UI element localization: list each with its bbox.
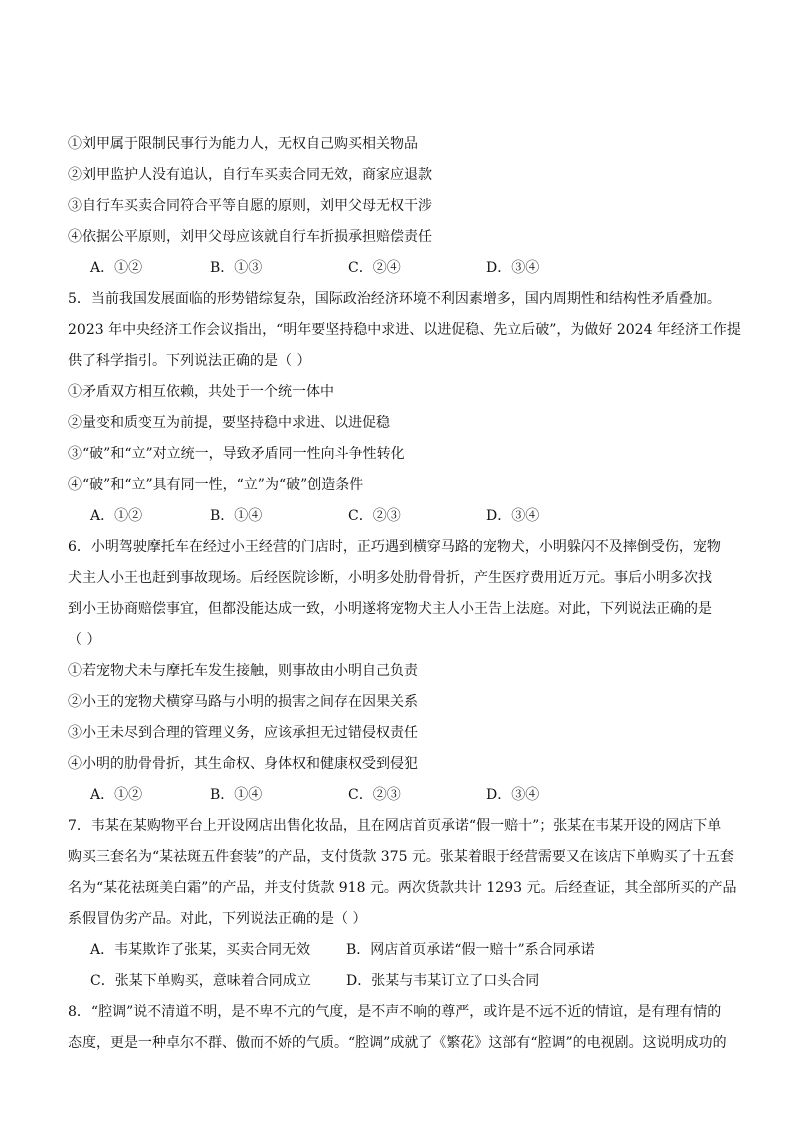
q6-option-c[interactable]: C．②③: [348, 787, 401, 803]
q7-stem-line-1: 7．韦某在某购物平台上开设网店出售化妆品，且在网店首页承诺“假一赔十”；张某在韦某开设的网店下单: [68, 818, 722, 834]
q7-option-d[interactable]: D．张某与韦某订立了口头合同: [346, 973, 540, 989]
q4-option-c[interactable]: C．②④: [348, 260, 401, 276]
q7-stem-line-2: 购买三套名为“某祛斑五件套装”的产品，支付货款 375 元。张某着眼于经营需要又在该店下单购买了十五套: [68, 849, 734, 865]
q6-stem-line-1: 6．小明驾驶摩托车在经过小王经营的门店时，正巧遇到横穿马路的宠物犬，小明躲闪不及摔倒受伤，宠物: [68, 539, 721, 555]
q4-option-a[interactable]: A．①②: [90, 260, 143, 276]
q4-option-d[interactable]: D．③④: [486, 260, 540, 276]
q5-item-1: ①矛盾双方相互依赖，共处于一个统一体中: [68, 384, 334, 400]
q6-item-4: ④小明的肋骨骨折，其生命权、身体权和健康权受到侵犯: [68, 756, 418, 772]
q5-stem-line-1: 5．当前我国发展面临的形势错综复杂，国际政治经济环境不利因素增多，国内周期性和结构性矛盾叠加。: [68, 291, 721, 307]
q4-item-2: ②刘甲监护人没有追认，自行车买卖合同无效，商家应退款: [68, 167, 432, 183]
q4-item-3: ③自行车买卖合同符合平等自愿的原则，刘甲父母无权干涉: [68, 198, 432, 214]
q6-option-a[interactable]: A．①②: [90, 787, 143, 803]
q4-item-1: ①刘甲属于限制民事行为能力人，无权自己购买相关物品: [68, 136, 418, 152]
q5-item-4: ④“破”和“立”具有同一性，“立”为“破”创造条件: [68, 477, 364, 493]
q6-option-d[interactable]: D．③④: [486, 787, 540, 803]
q5-item-2: ②量变和质变互为前提，要坚持稳中求进、以进促稳: [68, 415, 390, 431]
q6-item-2: ②小王的宠物犬横穿马路与小明的损害之间存在因果关系: [68, 694, 418, 710]
q4-option-b[interactable]: B．①③: [210, 260, 263, 276]
q7-option-a[interactable]: A．韦某欺诈了张某，买卖合同无效: [90, 942, 311, 958]
q4-item-4: ④依据公平原则，刘甲父母应该就自行车折损承担赔偿责任: [68, 229, 432, 245]
q7-stem-line-3: 名为“某花祛斑美白霜”的产品，并支付货款 918 元。两次货款共计 1293 元。后经查证，其全部所买的产品: [68, 880, 737, 896]
q7-option-c[interactable]: C．张某下单购买，意味着合同成立: [90, 973, 311, 989]
q6-stem-line-4: （ ）: [68, 632, 101, 648]
q8-stem-line-2: 态度，更是一种卓尔不群、傲而不娇的气质。“腔调”成就了《繁花》这部有“腔调”的电视剧。这说明成功的: [68, 1035, 727, 1051]
q5-option-b[interactable]: B．①④: [210, 508, 263, 524]
q5-stem-line-2: 2023 年中央经济工作会议指出，“明年要坚持稳中求进、以进促稳、先立后破”，为做好 2024 年经济工作提: [68, 322, 741, 338]
q7-stem-line-4: 系假冒伪劣产品。对此，下列说法正确的是（ ）: [68, 911, 367, 927]
q6-option-b[interactable]: B．①④: [210, 787, 263, 803]
q6-item-3: ③小王未尽到合理的管理义务，应该承担无过错侵权责任: [68, 725, 418, 741]
q6-item-1: ①若宠物犬未与摩托车发生接触，则事故由小明自己负责: [68, 663, 418, 679]
q5-option-c[interactable]: C．②③: [348, 508, 401, 524]
q8-stem-line-1: 8．“腔调”说不清道不明，是不卑不亢的气度，是不声不响的尊严，或许是不远不近的情谊，是有理有情的: [68, 1004, 722, 1020]
q5-stem-line-3: 供了科学指引。下列说法正确的是（ ）: [68, 353, 311, 369]
q5-option-a[interactable]: A．①②: [90, 508, 143, 524]
q5-item-3: ③“破”和“立”对立统一，导致矛盾同一性向斗争性转化: [68, 446, 405, 462]
q6-stem-line-3: 到小王协商赔偿事宜，但都没能达成一致，小明遂将宠物犬主人小王告上法庭。对此，下列说法正确的是: [68, 601, 712, 617]
q7-option-b[interactable]: B．网店首页承诺“假一赔十”系合同承诺: [346, 942, 595, 958]
q6-stem-line-2: 犬主人小王也赶到事故现场。后经医院诊断，小明多处肋骨骨折，产生医疗费用近万元。事后小明多次找: [68, 570, 712, 586]
q5-option-d[interactable]: D．③④: [486, 508, 540, 524]
